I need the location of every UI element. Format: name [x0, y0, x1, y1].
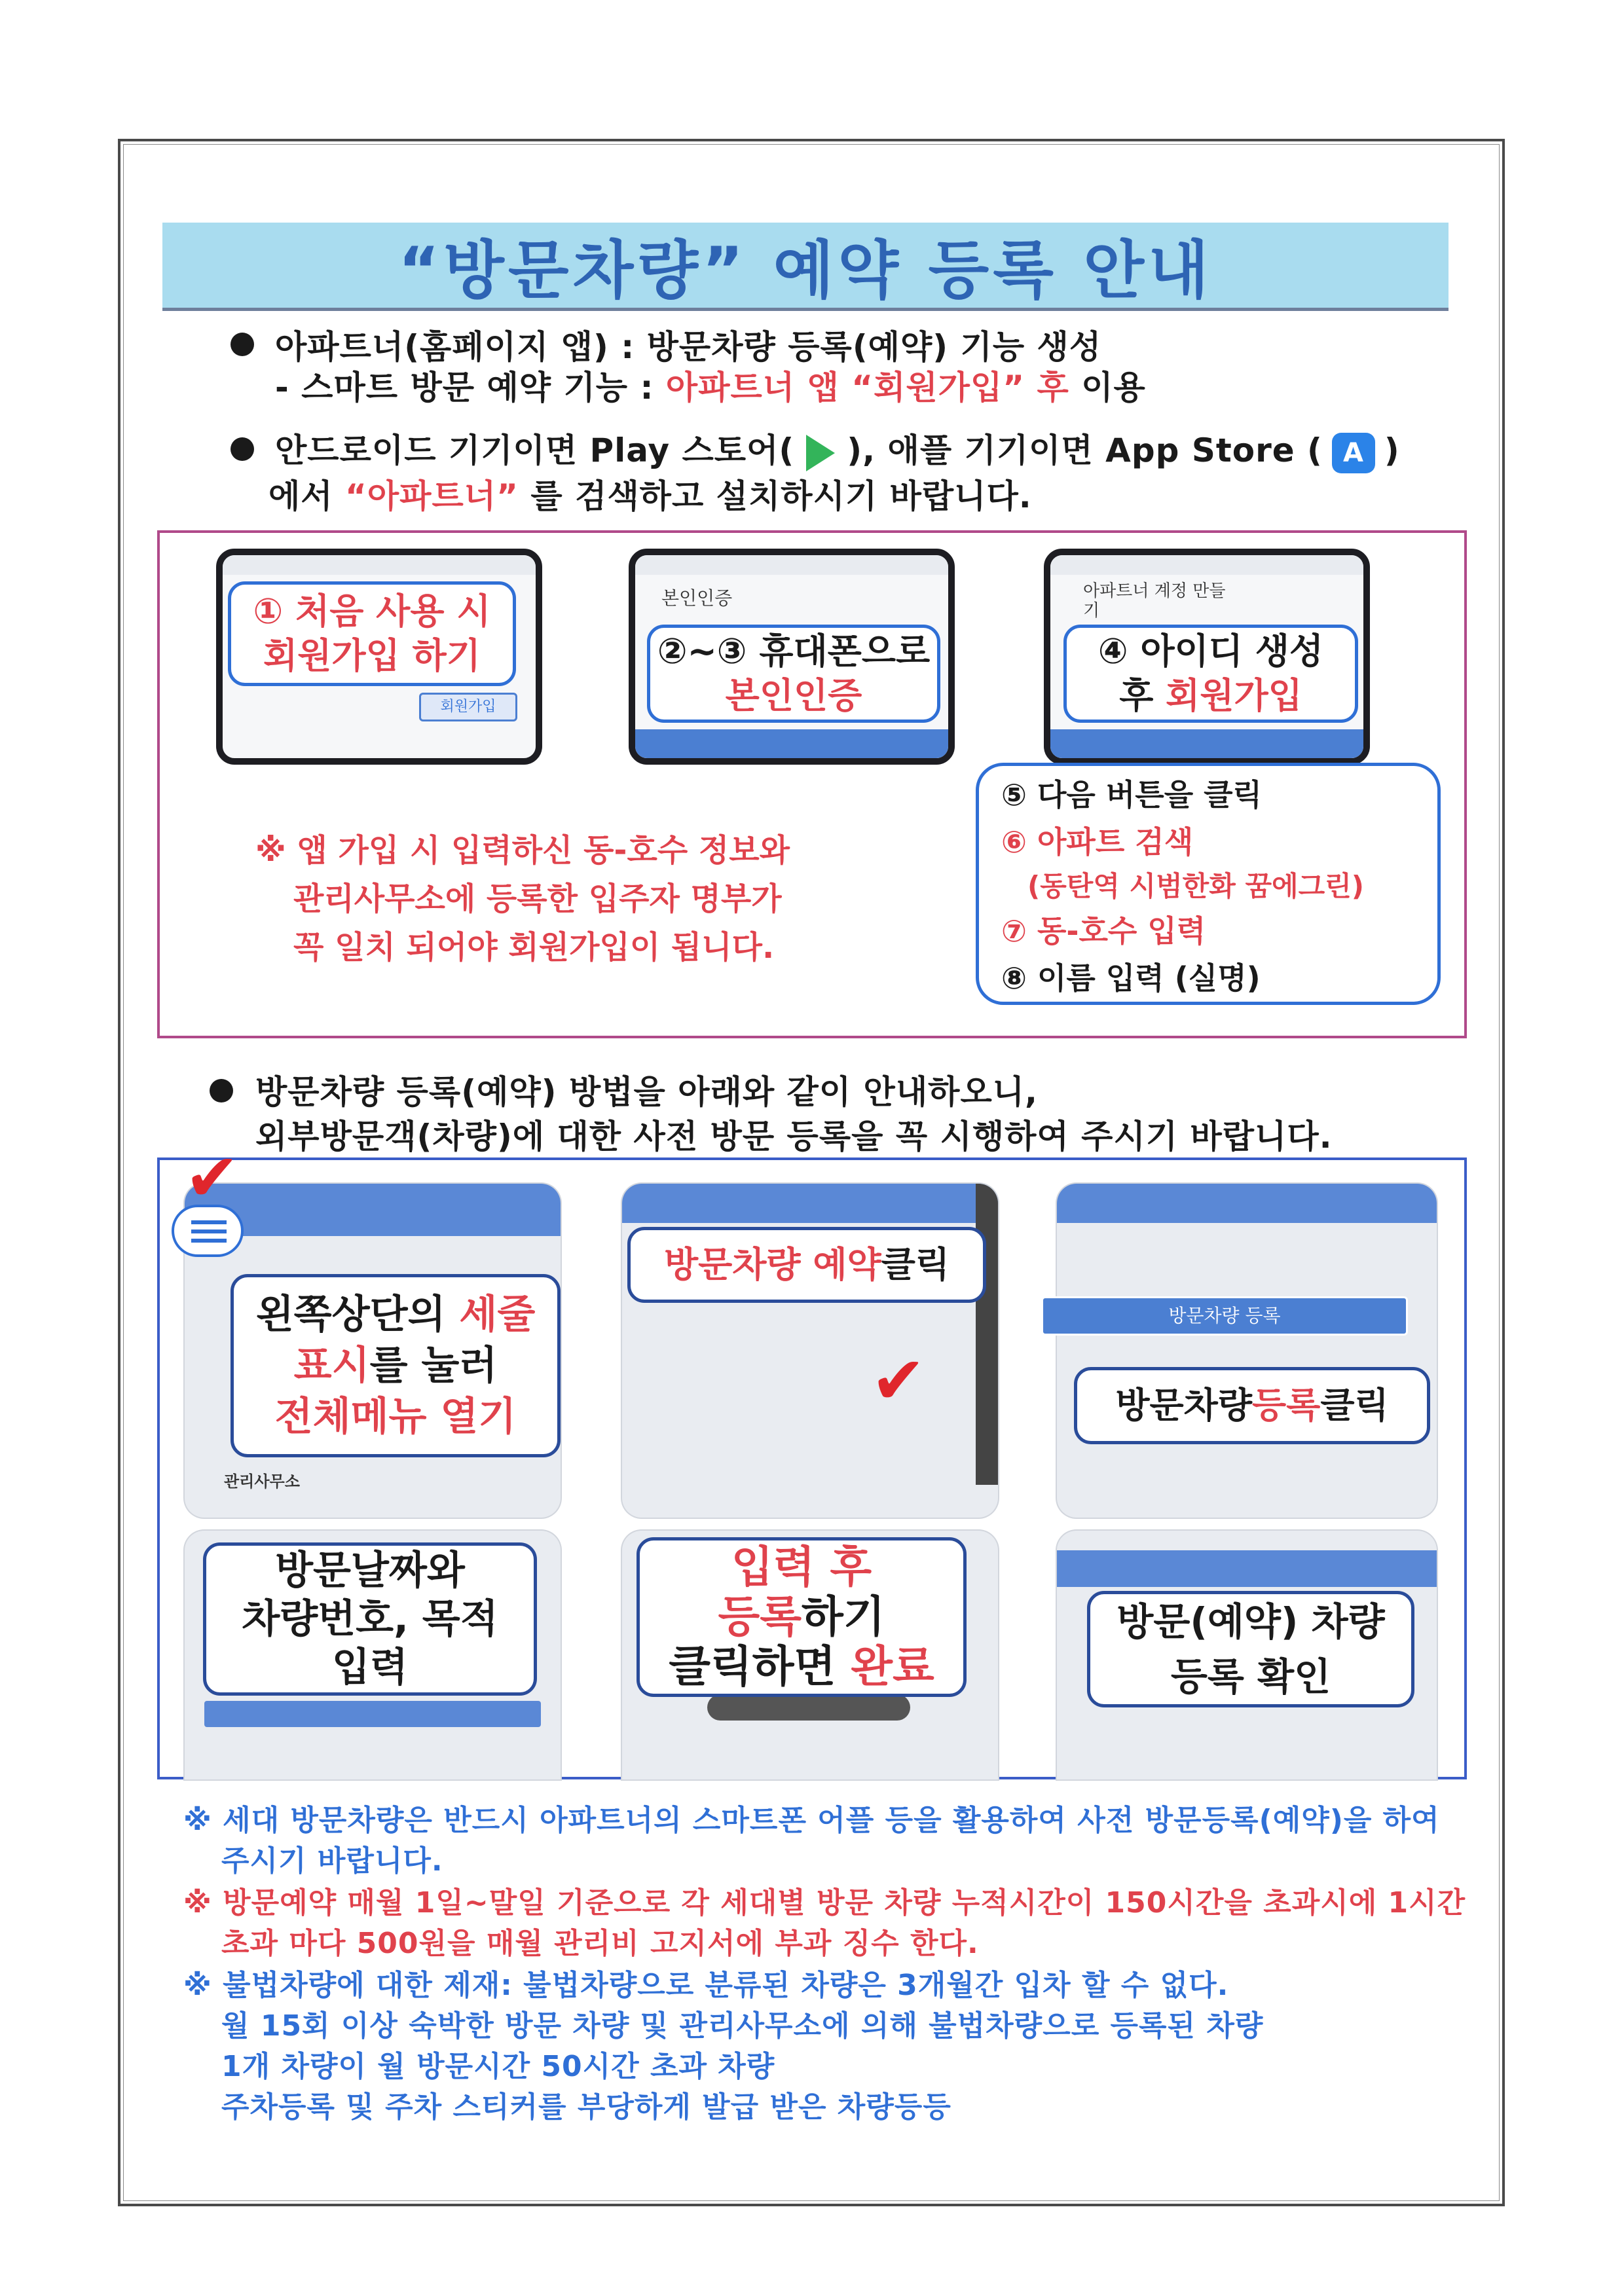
callout-step-4-line-2-highlight: 회원가입	[1166, 675, 1302, 716]
app-screen-6-header	[1057, 1550, 1437, 1587]
title-banner	[162, 223, 1449, 311]
intro-line-2-prefix: - 스마트 방문 예약 기능 :	[275, 369, 666, 407]
visit-line-2-text: 외부방문객(차량)에 대한 사전 방문 등록을 꼭 시행하여 주시기 바랍니다.	[255, 1118, 1333, 1156]
intro-line-1-text: 아파트너(홈페이지 앱) : 방문차량 등록(예약) 기능 생성	[275, 328, 1102, 366]
step-8: ⑧ 이름 입력 (실명)	[1001, 960, 1261, 996]
callout-visit-5-line-3-a: 클릭하면	[669, 1641, 851, 1692]
app-screen-5-toast	[707, 1694, 910, 1721]
app-screen-3-header	[1057, 1184, 1437, 1223]
page-title: “방문차량” 예약 등록 안내	[398, 233, 1213, 307]
visit-line-1	[255, 1066, 1038, 1113]
note-1-line-2: 주시기 바랍니다.	[221, 1844, 443, 1878]
signup-steps-list	[976, 763, 1441, 1005]
app-screen-2-header	[622, 1184, 998, 1223]
callout-visit-5	[637, 1537, 967, 1697]
phone-signup-button-label: 회원가입	[440, 699, 496, 715]
callout-visit-1-b: 세줄	[459, 1292, 536, 1338]
signup-note-line-1: ※ 앱 가입 시 입력하신 동-호수 정보와	[255, 832, 790, 869]
callout-visit-3	[1074, 1367, 1430, 1444]
phone-2-title: 본인인증	[661, 587, 733, 609]
callout-visit-1-c: 표시	[293, 1343, 370, 1389]
phone-2-bottom-bar	[635, 729, 948, 758]
callout-step-1-line-1: ① 처음 사용 시	[253, 591, 491, 632]
callout-visit-2-b: 클릭	[881, 1244, 950, 1285]
intro-line-2-highlight: 아파트너 앱 “회원가입” 후	[665, 369, 1069, 407]
callout-visit-4-line-2: 차량번호, 목적	[242, 1596, 498, 1642]
callout-step-4-line-1: ④ 아이디 생성	[1098, 630, 1324, 672]
callout-visit-4-line-3: 입력	[332, 1645, 408, 1690]
note-3	[183, 1965, 1263, 2128]
callout-visit-5-line-1: 입력 후	[731, 1542, 872, 1592]
callout-visit-5-line-2-a: 등록	[718, 1592, 802, 1642]
signup-note-line-2: 관리사무소에 등록한 입주자 명부가	[293, 881, 782, 917]
callout-visit-1-d: 를 눌러	[369, 1343, 498, 1389]
step-6-sub: (동탄역 시범한화 꿈에그린)	[1027, 870, 1364, 902]
step-7: ⑦ 동-호수 입력	[1001, 913, 1206, 949]
callout-visit-2	[627, 1227, 986, 1303]
callout-visit-5-line-3-b: 완료	[851, 1641, 934, 1692]
app-store-icon: A	[1332, 433, 1375, 473]
intro-line-4-highlight: “아파트너”	[345, 477, 519, 515]
phone-3-bottom-bar	[1050, 729, 1363, 758]
phone-status-bar	[223, 555, 536, 575]
phone-signup-button	[419, 693, 517, 721]
app-screen-3	[1057, 1184, 1437, 1518]
intro-line-4-prefix: 에서	[268, 477, 346, 515]
checkmark-icon: ✔	[185, 1139, 240, 1216]
callout-visit-3-a: 방문차량	[1115, 1385, 1252, 1426]
step-5: ⑤ 다음 버튼을 클릭	[1001, 777, 1263, 812]
register-visit-car-screen-button-label: 방문차량 등록	[1168, 1305, 1281, 1326]
intro-line-2-suffix: 이용	[1069, 369, 1146, 407]
phone-status-bar	[635, 555, 948, 575]
callout-step-4	[1063, 625, 1358, 723]
bullet-icon	[231, 333, 254, 356]
note-1-line-1: ※ 세대 방문차량은 반드시 아파트너의 스마트폰 어플 등을 활용하여 사전 방문등록(예약)을 하여	[183, 1804, 1440, 1837]
callout-step-2-3-line-1: ②~③ 휴대폰으로	[657, 630, 931, 672]
callout-visit-6-line-1: 방문(예약) 차량	[1116, 1599, 1385, 1644]
intro-line-4	[268, 470, 1032, 517]
intro-line-3-c: )	[1384, 431, 1400, 469]
signup-note-line-3: 꼭 일치 되어야 회원가입이 됩니다.	[293, 929, 775, 966]
note-2-line-1: ※ 방문예약 매월 1일~말일 기준으로 각 세대별 방문 차량 누적시간이 150시간을 초과시에 1시간	[183, 1886, 1466, 1920]
intro-line-4-suffix: 를 검색하고 설치하시기 바랍니다.	[518, 477, 1032, 515]
callout-step-2-3-line-2: 본인인증	[725, 675, 862, 716]
note-3-line-3: 1개 차량이 월 방문시간 50시간 초과 차량	[221, 2050, 775, 2083]
note-2-line-2: 초과 마다 500원을 매월 관리비 고지서에 부과 징수 한다.	[221, 1927, 979, 1960]
step-6: ⑥ 아파트 검색	[1001, 824, 1194, 860]
callout-step-1-line-2: 회원가입 하기	[263, 635, 481, 676]
intro-line-3	[275, 424, 1400, 473]
note-3-line-1: ※ 불법차량에 대한 제재: 불법차량으로 분류된 차량은 3개월간 입차 할 수 없다.	[183, 1969, 1229, 2002]
play-store-icon	[806, 435, 835, 471]
visit-line-2	[255, 1110, 1333, 1157]
callout-step-2-3	[647, 625, 940, 723]
note-1	[183, 1800, 1440, 1882]
callout-step-1	[228, 581, 516, 686]
app-screen-1-footer: 관리사무소	[224, 1472, 300, 1491]
callout-visit-1-e: 전체메뉴 열기	[274, 1394, 517, 1440]
note-3-line-2: 월 15회 이상 숙박한 방문 차량 및 관리사무소에 의해 불법차량으로 등록된 차량	[221, 2009, 1264, 2043]
intro-line-3-a: 안드로이드 기기이면 Play 스토어(	[275, 431, 795, 469]
app-screen-4-footer-button	[204, 1701, 541, 1727]
callout-visit-4-line-1: 방문날짜와	[275, 1548, 465, 1594]
checkmark-icon: ✔	[871, 1342, 926, 1419]
callout-visit-3-c: 클릭	[1320, 1385, 1389, 1426]
phone-3-title: 아파트너 계정 만들기	[1083, 581, 1226, 621]
callout-visit-1-a: 왼쪽상단의	[255, 1292, 460, 1338]
note-3-line-4: 주차등록 및 주차 스티커를 부당하게 발급 받은 차량등등	[221, 2090, 951, 2124]
intro-line-3-b: ), 애플 기기이면 App Store (	[847, 431, 1323, 469]
callout-visit-3-b: 등록	[1252, 1385, 1321, 1426]
register-visit-car-screen-button	[1041, 1296, 1408, 1336]
bullet-icon	[210, 1079, 233, 1102]
callout-visit-6	[1087, 1591, 1414, 1707]
note-2	[183, 1883, 1466, 1964]
bullet-icon	[231, 437, 254, 461]
intro-line-2	[275, 361, 1146, 409]
callout-visit-4	[203, 1542, 537, 1696]
visit-line-1-text: 방문차량 등록(예약) 방법을 아래와 같이 안내하오니,	[255, 1073, 1039, 1111]
callout-visit-1	[231, 1274, 561, 1457]
callout-visit-6-line-2: 등록 확인	[1170, 1654, 1331, 1699]
callout-step-4-line-2-prefix: 후	[1119, 675, 1166, 716]
phone-status-bar	[1050, 555, 1363, 575]
callout-visit-2-a: 방문차량 예약	[663, 1244, 881, 1285]
callout-visit-5-line-2-b: 하기	[802, 1592, 885, 1642]
app-screen-2-side-panel	[976, 1184, 998, 1485]
signup-note	[255, 826, 790, 972]
